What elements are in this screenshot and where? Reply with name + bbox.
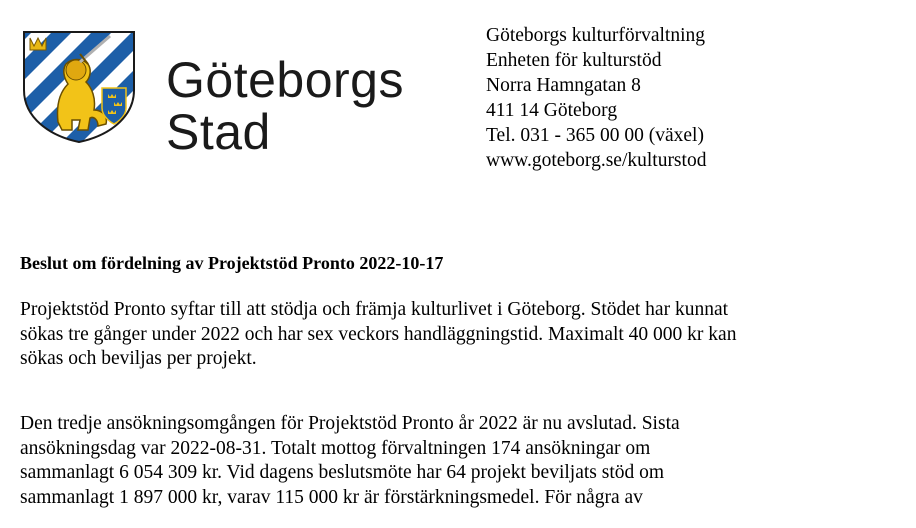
paragraph-intro (20, 298, 910, 372)
paragraph-line: sammanlagt 6 054 309 kr. Vid dagens beslutsmöte har 64 projekt beviljats stöd om (20, 462, 665, 483)
address-line: 411 14 Göteborg (486, 100, 618, 121)
paragraph-round-summary (20, 412, 910, 510)
address-line: Enheten för kulturstöd (486, 50, 662, 71)
paragraph-line: Projektstöd Pronto syftar till att stödja och främja kulturlivet i Göteborg. Stödet har kunnat (20, 299, 729, 320)
address-line: Göteborgs kulturförvaltning (486, 25, 705, 46)
address-line: Norra Hamngatan 8 (486, 75, 641, 96)
paragraph-line: sammanlagt 1 897 000 kr, varav 115 000 kr är förstärkningsmedel. För några av (20, 486, 643, 508)
phone-line: Tel. 031 - 365 00 00 (växel) (486, 125, 704, 146)
document-title: Beslut om fördelning av Projektstöd Pronto 2022-10-17 (20, 253, 444, 273)
wordmark-line-2: Stad (166, 104, 271, 160)
city-wordmark (166, 54, 404, 158)
wordmark-line-1: Göteborgs (166, 52, 404, 108)
paragraph-line: Den tredje ansökningsomgången för Projektstöd Pronto år 2022 är nu avslutad. Sista (20, 413, 680, 434)
sender-address (486, 23, 706, 173)
paragraph-line: sökas och beviljas per projekt. (20, 348, 257, 369)
paragraph-line: ansökningsdag var 2022-08-31. Totalt mottog förvaltningen 174 ansökningar om (20, 437, 651, 459)
goteborgs-stad-coat-of-arms (18, 26, 140, 144)
website-link[interactable]: www.goteborg.se/kulturstod (486, 150, 707, 171)
paragraph-line: sökas tre gånger under 2022 och har sex veckors handläggningstid. Maximalt 40 000 kr kan (20, 323, 737, 345)
